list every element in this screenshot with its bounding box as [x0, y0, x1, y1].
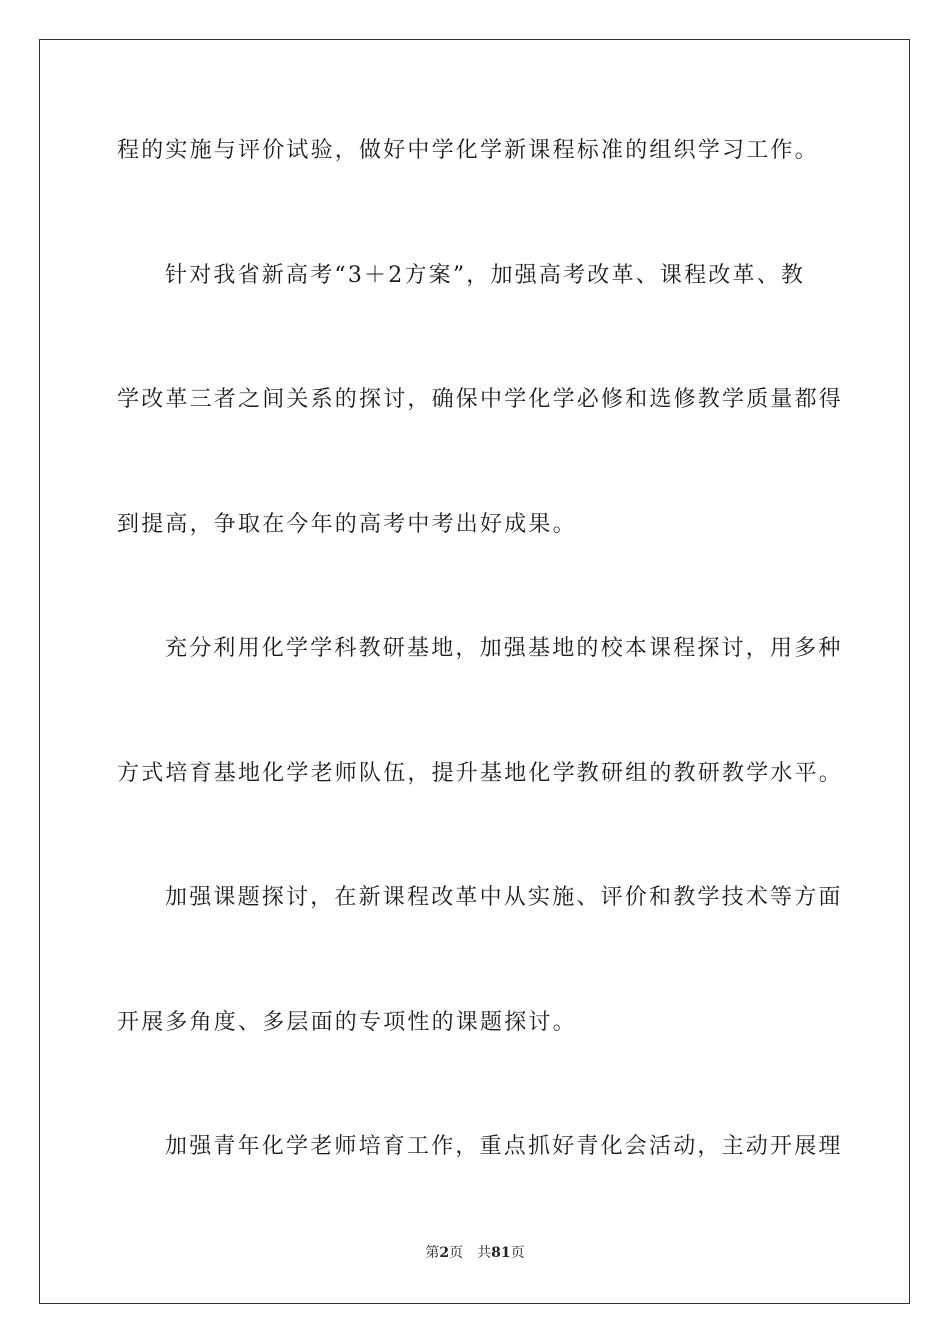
paragraph-first-line: 充分利用化学学科教研基地，加强基地的校本课程探讨，用多种: [165, 636, 843, 661]
paragraph-first-line: 加强青年化学老师培育工作，重点抓好青化会活动，主动开展理: [165, 1134, 843, 1159]
text-line: 方式培育基地化学老师队伍，提升基地化学教研组的教研教学水平。: [117, 761, 844, 786]
page-number: 2: [439, 1245, 450, 1261]
paragraph-first-line: 针对我省新高考“3＋2方案”，加强高考改革、课程改革、教: [165, 263, 806, 288]
page-prefix: 第: [425, 1245, 440, 1261]
total-suffix: 页: [510, 1245, 525, 1261]
page-footer: [0, 1244, 950, 1262]
text-line: 到提高，争取在今年的高考中考出好成果。: [117, 512, 577, 537]
paragraph-first-line: 加强课题探讨，在新课程改革中从实施、评价和教学技术等方面: [165, 885, 843, 910]
text-line: 程的实施与评价试验，做好中学化学新课程标准的组织学习工作。: [117, 138, 819, 163]
page-suffix: 页: [449, 1245, 464, 1261]
page-border: [39, 39, 910, 1304]
text-line: 学改革三者之间关系的探讨，确保中学化学必修和选修教学质量都得: [117, 387, 844, 412]
text-line: 开展多角度、多层面的专项性的课题探讨。: [117, 1010, 577, 1035]
total-pages: 81: [491, 1245, 511, 1261]
total-prefix: 共: [477, 1245, 492, 1261]
